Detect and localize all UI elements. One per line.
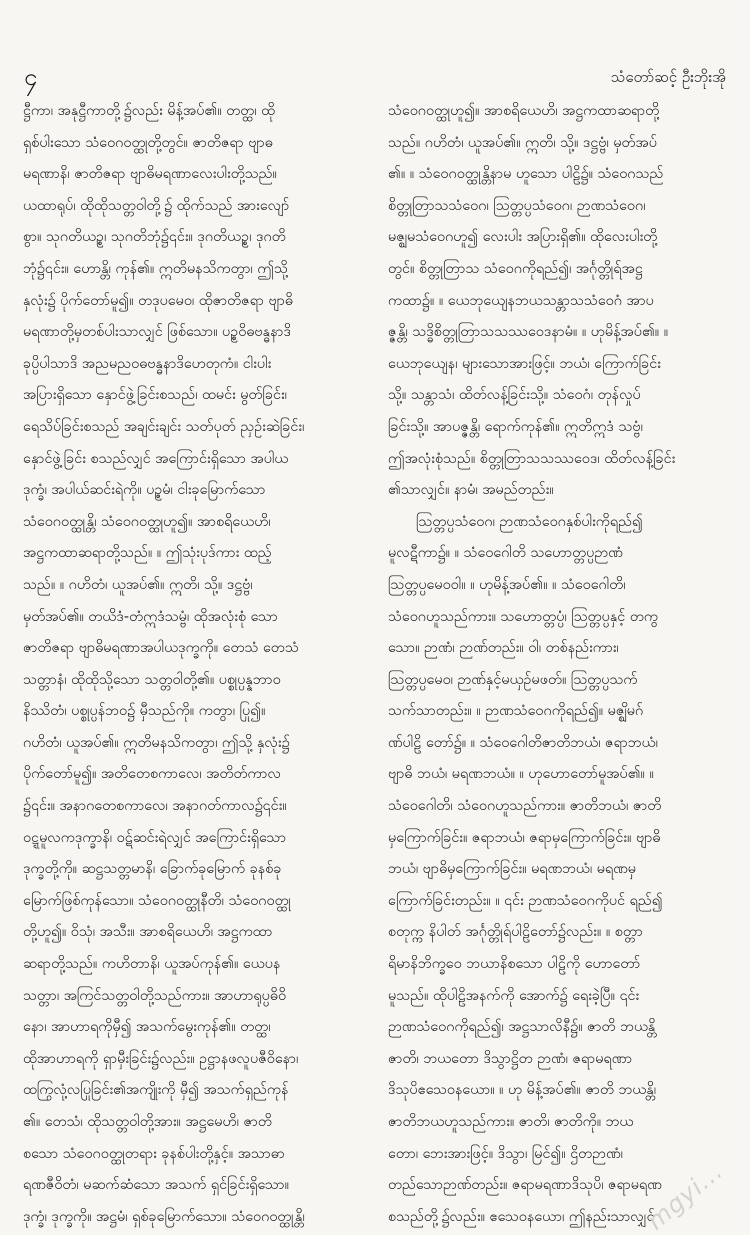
- text-line: သော။ ဉာဏံ၊ ဉာဏ်တည်း။ ဝါ၊ တစ်နည်းကား၊: [388, 640, 619, 657]
- text-line: ဩတ္တပ္ပမေဝ၊ ဉာဏ်နှင့်မယှဉ်မဖတ်။ ဩတ္တပ္ပသက်: [388, 671, 638, 688]
- text-line: ဗျာဓိ ဘယံ၊ မရဏဘယံ။ ။ ဟုဟောတော်မူအပ်၏။ ။: [388, 766, 654, 783]
- text-line: ဇာတိဘယဟူသည်ကား။ ဇာတိ၊ ဇာတိကို။ ဘယ: [388, 1114, 634, 1130]
- text-line: နှလုံး၌ ပိုက်တော်မူ၍။ တဒုပမေဝ၊ ထိုဇာတိဇရာ ဗျာဓိ: [23, 292, 293, 309]
- text-line: ယေဘုယျေန၊ များသောအားဖြင့်။ ဘယံ၊ ကြောက်ခြင်း: [388, 355, 661, 372]
- text-line: ရဏဇီဝိတံ၊ မဆက်ဆံသော အသက် ရှင်ခြင်းရှိသော။: [23, 1177, 289, 1194]
- text-line: တွင်။ စိတ္တုတြာသ သံဝေဂကိုရည်၍၊ အင်္ဂုတ္တိုရ်အဋ္ဌ: [388, 260, 643, 277]
- text-line: ဒုက္ခတို့ကို။ ဆဋ္ဌသတ္တမာနိ၊ ခြောက်ခုမြောက် ခုနစ်ခု: [23, 861, 282, 878]
- text-line: သံဝေဂဝတ္ထုဟူ၍။ အာစရိယေဟိ၊ အဋ္ဌကထာဆရာတို့: [388, 103, 660, 119]
- text-line: ၏သာလျှင်။ နာမံ၊ အမည်တည်း။: [388, 482, 554, 499]
- text-line: သတ္တာနံ၊ ထိုထိုသို့သော သတ္တဝါတို့၏။ ပစ္စုပ္ပန္နဘာဝ: [23, 671, 281, 688]
- text-line: မှတ်အပ်၏။ တယိဒံ-တံဣဒံသမ္ဗံ၊ ထိုအလုံးစုံ သော: [23, 608, 278, 625]
- text-line: စတုက္က နိပါတ် အင်္ဂုတ္တိုရ်ပါဠိတော်၌လည်း။ ။ စတ္တာ: [388, 924, 643, 941]
- text-line: ဂဟိတံ၊ ယူအပ်၏။ ဣတိမနသိကတွာ၊ ဤသို့ နှလုံး၌: [23, 734, 290, 751]
- text-line: အပြားရှိသော နှောင်ဖွဲ့ခြင်းစသည်၊ ထမင်း မွတ်ခြင်း၊: [23, 387, 287, 404]
- text-line: ရှစ်ပါးသော သံဝေဂဝတ္ထုတို့တွင်။ ဇာတိဇရာ ဗျာဓ: [23, 134, 273, 151]
- text-line: ဤအလုံးစုံသည်။ စိတ္တုတြာသသဿဝေဒ၊ ထိတ်လန့်ခြင်း: [388, 450, 676, 467]
- running-head: သံတော်ဆင့် ဦးဘိုးအို: [610, 68, 726, 86]
- text-line: မြောက်ဖြစ်ကုန်သော။ သံဝေဂဝတ္ထုနီတိ၊ သံဝေဂဝတ္ထု: [23, 892, 291, 909]
- text-line: တည်သောဉာဏ်တည်း။ ဇရာမရဏာဒိသုပိ၊ ဇရာမရဏ: [388, 1177, 662, 1194]
- text-line: မူသည်။ ထိုပါဠိအနက်ကို အောက်၌ ရေးခဲ့ပြီ။ ၎င်း: [388, 987, 640, 1004]
- text-line: ဆရာတို့သည်။ ကဟိတာနိ၊ ယူအပ်ကုန်၏။ ယေပန: [23, 956, 281, 973]
- text-line: ဩတ္တပ္ပသံဝေဂ၊ ဉာဏသံဝေဂနှစ်ပါးကိုရည်၍: [416, 513, 643, 530]
- text-line: ထကြွလုံ့လပြုခြင်း၏အကျိုးကို မှီ၍ အသက်ရှည်ကုန်: [23, 1082, 289, 1099]
- text-line: ဘုံ၌၎င်း။ ဟောန္တိ၊ ကုန်၏။ ဣတိမနသိကတွာ၊ ဤသို့: [23, 260, 288, 277]
- text-line: သတ္တာ၊ အကြင်သတ္တဝါတို့သည်ကား။ အာဟာရုပ္ပဓိဝိ: [23, 987, 287, 1004]
- text-line: သို့။ သန္တာသံ၊ ထိတ်လန့်ခြင်းသို့။ သံဝေဂံ၊ တုန်လှုပ်: [388, 387, 641, 404]
- left-text-column: [23, 96, 368, 1233]
- text-line: စသော သံဝေဂဝတ္ထုတရား ခုနစ်ပါးတို့နှင့်။ အသာဓာ: [23, 1145, 285, 1162]
- text-line: သံဝေဂေါတိ၊ သံဝေဂဟူသည်ကား။ ဇာတိဘယံ၊ ဇာတိ: [388, 798, 662, 815]
- text-line: မူလဋီကာ၌။ ။ သံဝေဂေါတိ သဟောတ္တပ္ပဉာဏံ: [388, 545, 623, 562]
- text-line: ဇာတိ၊ ဘယတော ဒိသွာဋ္ဌိတ ဉာဏံ၊ ဇရာမရဏာ: [388, 1050, 633, 1067]
- page-header: [0, 60, 750, 94]
- text-line: ဝဋ္ဋမူလကဒုက္ခာနိ၊ ဝဋ်ဆင်းရဲလျှင် အကြောင်းရှိသော: [23, 829, 287, 846]
- text-line: ဩတ္တပ္ပမေဝဝါ။ ။ ဟုမိန့်အပ်၏။ ။ သံဝေဂေါတိ၊: [388, 576, 626, 593]
- text-line: တော၊ ဘေးအားဖြင့်။ ဒိသွာ၊ မြင်၍။ ဌိတဉာဏံ၊: [388, 1145, 623, 1162]
- text-line: ခြင်းသို့။ အာပဇ္ဇန္တိ၊ ရောက်ကုန်၏။ ဣတိဣဒံ သဗ္ဗံ၊: [388, 418, 643, 435]
- text-line: ယထာရုပ်၊ ထိုထိုသတ္တဝါတို့၌ ထိုက်သည် အားလျော်: [23, 197, 290, 214]
- page-number: ၄: [24, 63, 38, 91]
- text-line: ဘယံ၊ ဗျာဓိမှကြောက်ခြင်း။ မရဏဘယံ၊ မရဏမှ: [388, 861, 636, 878]
- text-line: နိဿိတံ၊ ပစ္စုပ္ပန်ဘဝ၌ မှီသည်ကို။ ကတွာ၊ ပြု၍။: [23, 703, 266, 720]
- text-line: သံဝေဂဟူသည်ကား။ သဟောတ္တပ္ပံ၊ ဩတ္တပ္ပနှင့် တကွ: [388, 608, 658, 625]
- text-line: ခုပ္ပိပါသာဒိ အညမညဝဓဗန္ဓနာဒိဟေတုကံ။ ငါးပါး: [23, 355, 272, 372]
- text-line: စသည်တို့၌လည်း။ ဧသေဝနယော၊ ဤနည်းသာလျှင်: [388, 1208, 655, 1225]
- text-line: သည်။ ဂဟိတံ၊ ယူအပ်၏။ ဣတိ၊ သို့။ ဒဋ္ဌဗ္ဗံ၊ မှတ်အပ်: [388, 134, 657, 151]
- text-line: ဏ်ပါဠိ တော်၌။ ။ သံဝေဂေါတိဇာတိဘယံ၊ ဇရာဘယံ၊: [388, 734, 658, 751]
- text-line: ၌၎င်း။ အနာဂတေစကာလေ၊ အနာဂတ်ကာလ၌၎င်း။: [23, 798, 287, 815]
- text-line: ဇာတိဇရာ ဗျာဓိမရဏာအပါယဒုက္ခကို။ တေသံ တေသံ: [23, 640, 299, 657]
- text-line: အဋ္ဌကထာဆရာတို့သည်။ ။ ဤသုံးပုဒ်ကား ထည့်: [23, 545, 272, 562]
- text-line: မှကြောက်ခြင်း။ ဇရာဘယံ၊ ဇရာမှကြောက်ခြင်း။ ဗျာဓိ: [388, 829, 661, 846]
- text-line: ဇ္ဇန္တိ၊ သဒ္ဓိစိတ္တုတြာသသဿဝေဒနာမံ။ ။ ဟုမိန့်အပ်၏။ ။: [388, 324, 669, 341]
- text-line: နော၊ အာဟာရကိုမှီ၍ အသက်မွေးကုန်၏။ တတ္ထ၊: [23, 1019, 271, 1036]
- text-line: ရိမာနိဘိက္ခဝေ ဘယာနိစသော ပါဠိကို ဟောတော်: [388, 956, 641, 973]
- text-line: သက်သာတည်း။ ။ ဉာဏသံဝေဂကိုရည်၍။ မဇ္ဈိမဂ်: [388, 703, 644, 720]
- text-line: ထိုအာဟာရကို ရှာမှီးခြင်း၌လည်း။ ဥဋ္ဌာနဖလူပဇီဝိနော၊: [23, 1050, 299, 1067]
- text-line: ဒိသုပိဧသေဝနယော။ ။ ဟု မိန့်အပ်၏။ ဇာတိ ဘယန္တိ၊: [388, 1082, 657, 1099]
- watermark: mgyi...: [641, 1156, 728, 1235]
- text-line: ပိုက်တော်မူ၍။ အတိတေစကာလေ၊ အတိတ်ကာလ: [23, 766, 281, 783]
- text-line: တို့ဟူ၍။ ဝိသုံ၊ အသီး။ အာစရိယေဟိ၊ အဋ္ဌကထာ: [23, 924, 273, 941]
- text-line: ဋ္ဌီကာ၊ အနုဋ္ဌီကာတို့၌လည်း မိန့်အပ်၏။ တတ္ထ၊ ထို: [23, 103, 276, 119]
- text-line: ရေသိပ်ခြင်းစသည် အချင်းချင်း သတ်ပုတ် ညှဉ်းဆဲခြင်း၊: [23, 418, 305, 435]
- text-line: မဇ္ဈမသံဝေဂဟူ၍ လေးပါး အပြားရှိ၏။ ထိုလေးပါးတို့: [388, 229, 658, 246]
- text-line: ဒုက္ခံ၊ ဒုက္ခကို။ အဋ္ဌမံ၊ ရှစ်ခုမြောက်သော။ သံဝေဂဝတ္ထုန္တိ၊: [23, 1208, 305, 1225]
- text-line: မရဏာနိ၊ ဇာတိဇရာ ဗျာဓိမရဏာလေးပါးတို့သည်။: [23, 166, 277, 183]
- text-line: သည်။ ။ ဂဟိတံ၊ ယူအပ်၏။ ဣတိ၊ သို့။ ဒဋ္ဌဗ္ဗံ၊: [23, 576, 253, 593]
- text-line: စိတ္တုတြာသသံဝေဂ၊ ဩတ္တပ္ပသံဝေဂ၊ ဉာဏသံဝေဂ၊: [388, 197, 646, 214]
- text-line: စွာ။ သုဂတိယဥ္စ၊ သုဂတိဘုံ၌၎င်း။ ဒုဂတိယဥ္စ၊ ဒုဂတိ: [23, 229, 286, 246]
- text-line: နှောင်ဖွဲ့ခြင်း စသည်လျှင် အကြောင်းရှိသော အပါယ: [23, 450, 289, 467]
- text-line: ၏။ ။ သံဝေဂဝတ္ထုန္တိနာမ ဟူသော ပါဠိ၌။ သံဝေဂသည်: [388, 166, 664, 183]
- text-line: ဒုက္ခံ၊ အပါယ်ဆင်းရဲကို။ ပဥ္စမံ၊ ငါးခုမြောက်သော: [23, 482, 266, 499]
- text-line: သံဝေဂဝတ္ထုန္တိ၊ သံဝေဂဝတ္ထုဟူ၍။ အာစရိယေဟိ၊: [23, 513, 271, 530]
- text-line: မရဏာတို့မှတစ်ပါးသာလျှင် ဖြစ်သော။ ပဥ္စဝိဓဗန္ဓနာဒိ: [23, 324, 291, 341]
- text-line: ကထာ၌။ ။ ယေဘုယျေနဘယသန္တာသသံဝေဂံ အာပ: [388, 292, 654, 309]
- text-line: ကြောက်ခြင်းတည်း။ ။ ၎င်း ဉာဏသံဝေဂကိုပင် ရည်၍: [388, 892, 663, 909]
- right-text-column: [388, 96, 733, 1233]
- text-line: ဉာဏသံဝေဂကိုရည်၍၊ အဋ္ဌသာလိနီ၌။ ဇာတိ ဘယန္တိ: [388, 1019, 656, 1036]
- text-line: ၏။ တေသံ၊ ထိုသတ္တဝါတို့အား။ အဋ္ဌမေဟိ၊ ဇာတိ: [23, 1114, 272, 1130]
